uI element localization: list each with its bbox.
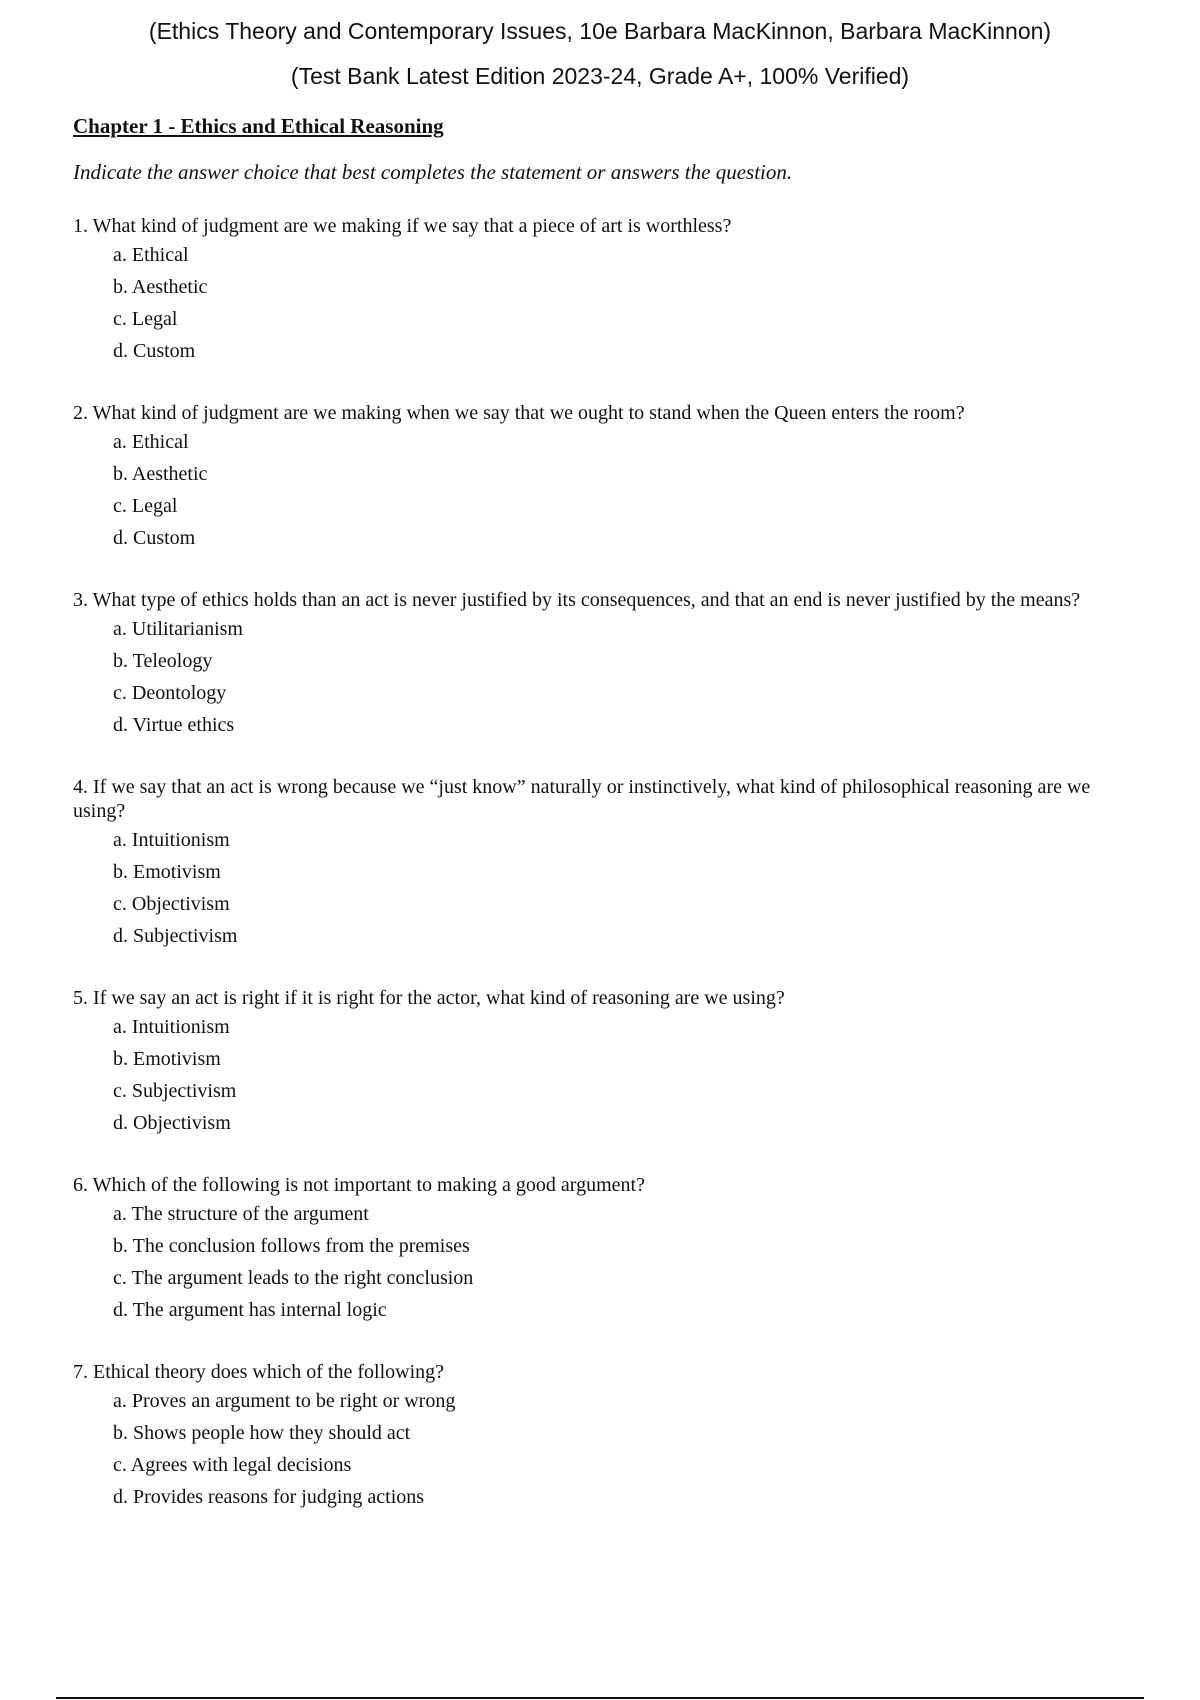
answer-option: d. Objectivism: [113, 1112, 231, 1134]
answer-option: a. Proves an argument to be right or wrong: [113, 1390, 456, 1412]
answer-option: b. Shows people how they should act: [113, 1422, 411, 1444]
answer-option: a. Utilitarianism: [113, 618, 243, 640]
answer-options: [73, 430, 1143, 558]
answer-options: [73, 1015, 1143, 1143]
answer-option: d. The argument has internal logic: [113, 1299, 387, 1321]
document-header-title: (Ethics Theory and Contemporary Issues, 10e Barbara MacKinnon, Barbara MacKinnon): [148, 18, 1052, 44]
footer-divider: [56, 1697, 1144, 1699]
answer-option: c. Subjectivism: [113, 1080, 237, 1102]
question-text: 1. What kind of judgment are we making if we say that a piece of art is worthless?: [73, 215, 732, 237]
answer-option: b. Aesthetic: [113, 276, 208, 298]
answer-option: c. Deontology: [113, 682, 227, 704]
answer-option: d. Subjectivism: [113, 925, 238, 947]
question-4: [73, 775, 1143, 956]
question-text: 4. If we say that an act is wrong because we “just know” naturally or instinctively, what kind of philosophical reasoning are we using?: [73, 776, 1091, 822]
answer-options: [73, 828, 1143, 956]
answer-option: c. The argument leads to the right conclusion: [113, 1267, 474, 1289]
answer-option: a. Intuitionism: [113, 1016, 230, 1038]
question-text: 3. What type of ethics holds than an act is never justified by its consequences, and that an end is never justified by the means?: [73, 589, 1081, 611]
question-3: [73, 588, 1143, 745]
question-1: [73, 214, 1143, 371]
answer-option: a. Ethical: [113, 431, 189, 453]
answer-option: a. Ethical: [113, 244, 189, 266]
answer-option: d. Custom: [113, 527, 196, 549]
answer-option: c. Agrees with legal decisions: [113, 1454, 352, 1476]
answer-option: d. Provides reasons for judging actions: [113, 1486, 425, 1508]
answer-option: b. Emotivism: [113, 1048, 221, 1070]
question-text: 5. If we say an act is right if it is right for the actor, what kind of reasoning are we using?: [73, 987, 785, 1009]
answer-option: b. Emotivism: [113, 861, 221, 883]
question-list: [73, 214, 1143, 1517]
answer-options: [73, 617, 1143, 745]
answer-option: d. Virtue ethics: [113, 714, 235, 736]
answer-option: c. Legal: [113, 308, 178, 330]
document-header-subtitle: (Test Bank Latest Edition 2023-24, Grade A+, 100% Verified): [290, 63, 910, 89]
question-text: 6. Which of the following is not important to making a good argument?: [73, 1174, 645, 1196]
question-text: 2. What kind of judgment are we making when we say that we ought to stand when the Queen enters the room?: [73, 402, 965, 424]
chapter-title: Chapter 1 - Ethics and Ethical Reasoning: [73, 114, 444, 138]
answer-option: d. Custom: [113, 340, 196, 362]
question-5: [73, 986, 1143, 1143]
answer-options: [73, 1389, 1143, 1517]
answer-option: c. Objectivism: [113, 893, 230, 915]
answer-option: b. The conclusion follows from the premises: [113, 1235, 470, 1257]
answer-option: c. Legal: [113, 495, 178, 517]
answer-option: a. The structure of the argument: [113, 1203, 369, 1225]
instructions: Indicate the answer choice that best completes the statement or answers the question.: [73, 160, 793, 184]
answer-option: a. Intuitionism: [113, 829, 230, 851]
question-2: [73, 401, 1143, 558]
answer-options: [73, 243, 1143, 371]
question-text: 7. Ethical theory does which of the following?: [73, 1361, 445, 1383]
answer-options: [73, 1202, 1143, 1330]
question-7: [73, 1360, 1143, 1517]
question-6: [73, 1173, 1143, 1330]
answer-option: b. Teleology: [113, 650, 213, 672]
answer-option: b. Aesthetic: [113, 463, 208, 485]
